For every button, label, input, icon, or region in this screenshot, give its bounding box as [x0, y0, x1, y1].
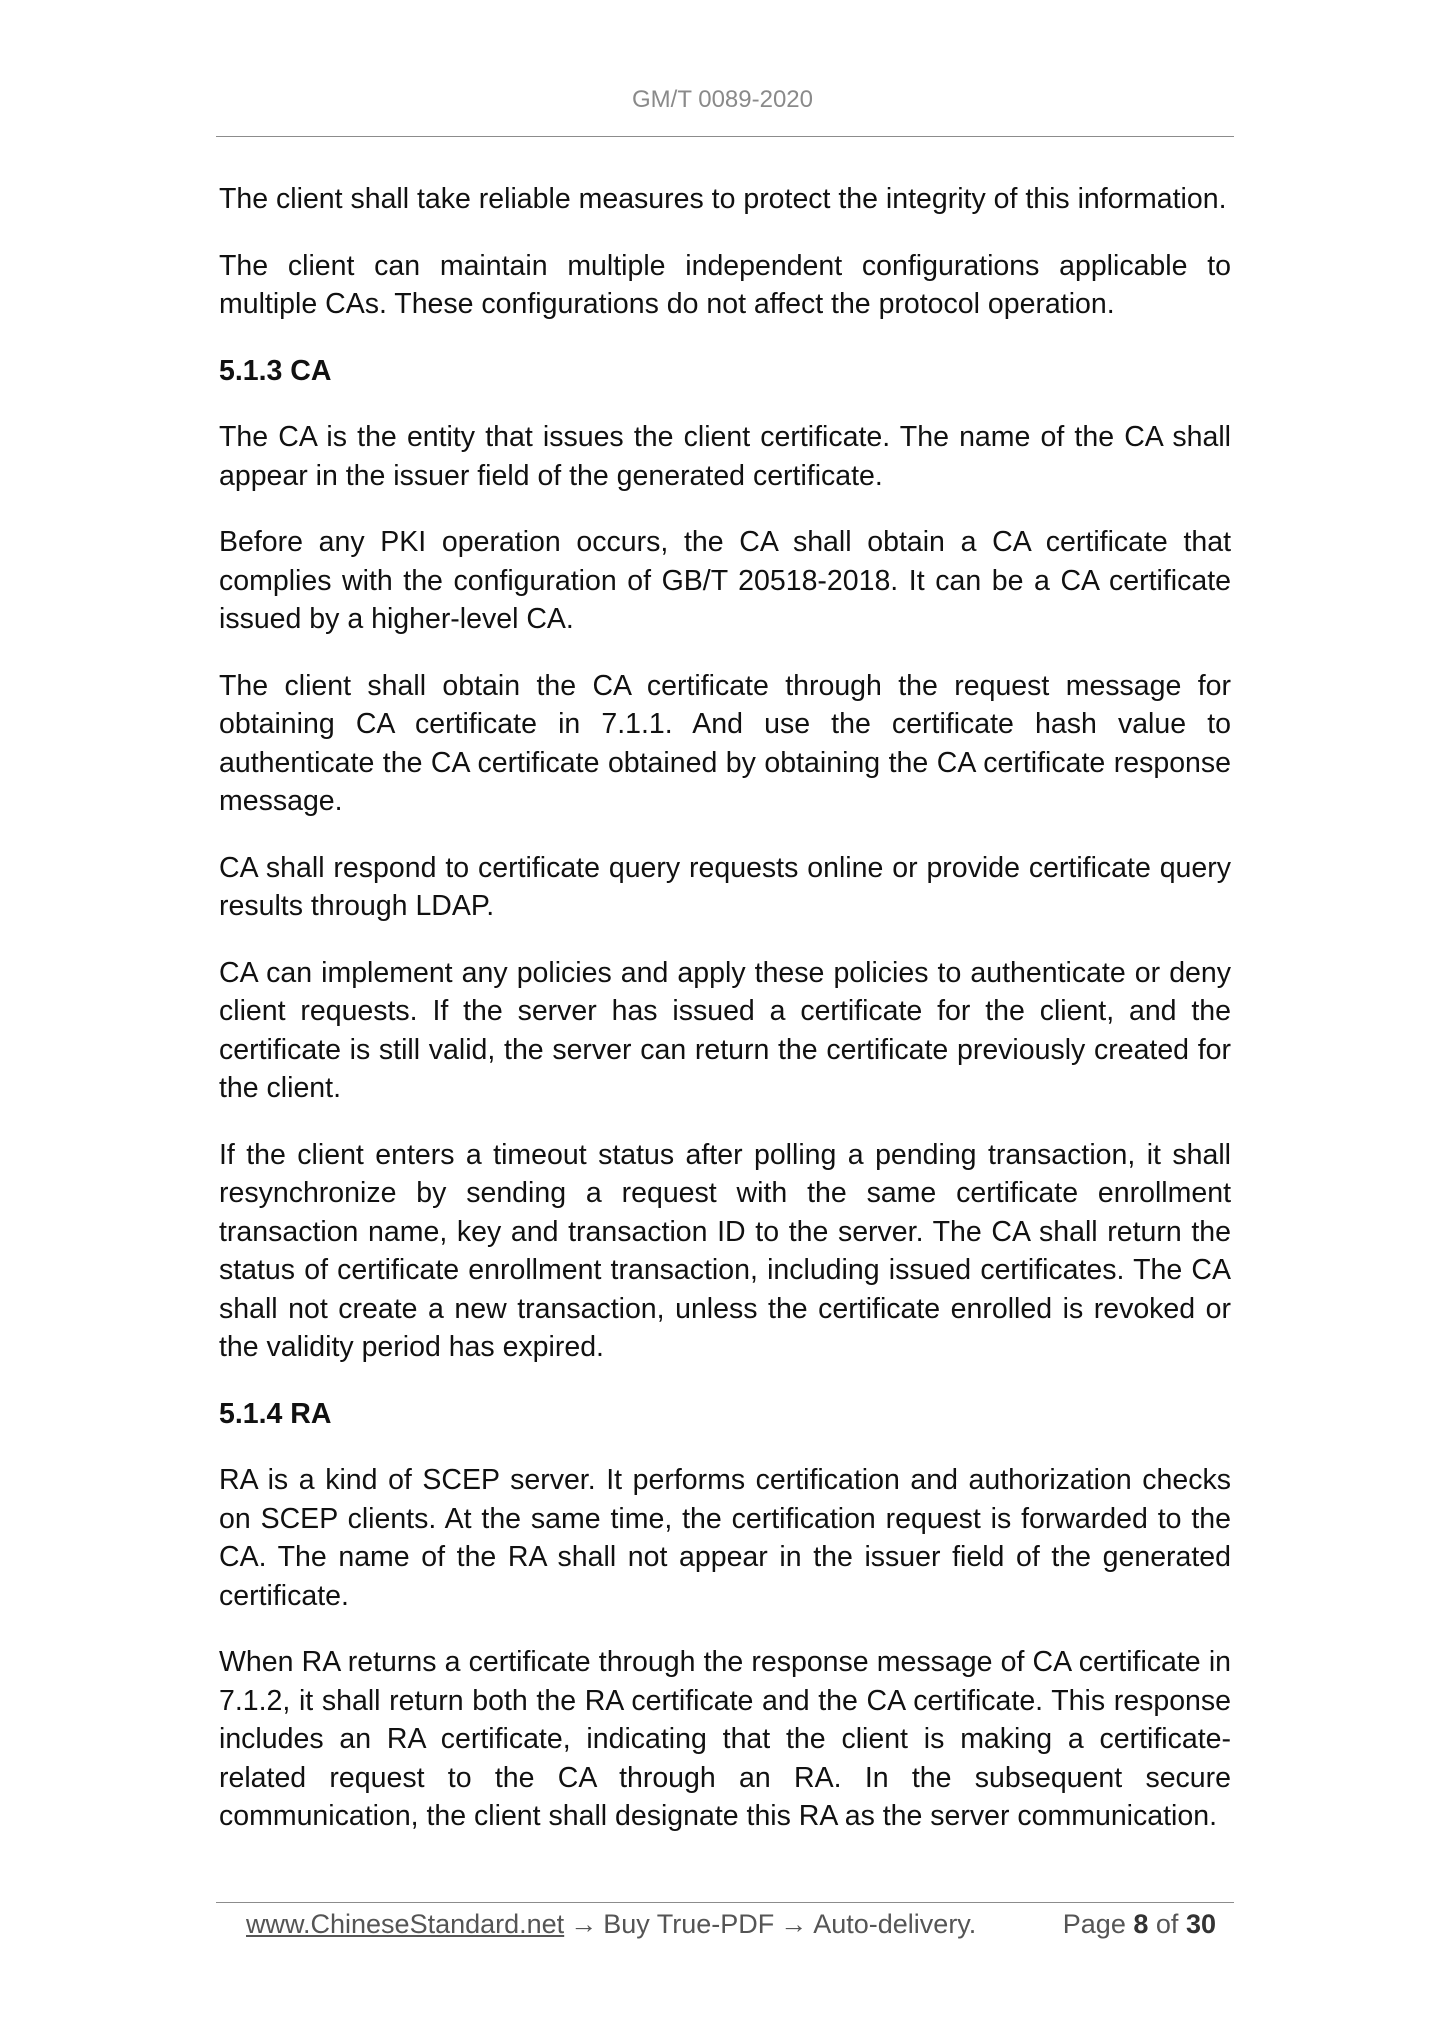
footer-promo	[246, 1906, 976, 1942]
current-page-number: 8	[1133, 1909, 1149, 1939]
arrow-right-icon: →	[570, 1909, 598, 1939]
document-id-header: GM/T 0089-2020	[632, 86, 813, 113]
paragraph: Before any PKI operation occurs, the CA shall obtain a CA certificate that complies with the configuration of GB/T 20518-2018. It can be a CA certificate issued by a higher-level CA.	[219, 526, 1231, 635]
page-label: Page	[1062, 1909, 1126, 1939]
paragraph: If the client enters a timeout status after polling a pending transaction, it shall resynchronize by sending a request with the same certificate enrollment transaction name, key and transaction ID to the server. The CA shall return the status of certificate enrollment transaction, including issued certificates. The CA shall not create a new transaction, unless the certificate enrolled is revoked or the validity period has expired.	[219, 1138, 1231, 1363]
header-divider	[216, 136, 1234, 137]
footer-divider	[216, 1902, 1234, 1903]
paragraph: The client can maintain multiple independent configurations applicable to multiple CAs. These configurations do not affect the protocol operation.	[219, 249, 1231, 320]
paragraph: The CA is the entity that issues the client certificate. The name of the CA shall appear in the issuer field of the generated certificate.	[219, 421, 1231, 492]
auto-delivery-text: Auto-delivery.	[813, 1909, 977, 1939]
section-heading-ra: 5.1.4 RA	[219, 1397, 332, 1430]
website-link[interactable]: www.ChineseStandard.net	[246, 1909, 565, 1939]
page-indicator	[1063, 1906, 1216, 1942]
paragraph: When RA returns a certificate through the response message of CA certificate in 7.1.2, it shall return both the RA certificate and the CA certificate. This response includes an RA certificate, indicating that the client is making a certificate-related request to the CA through an RA. In the subsequent secure communication, the client shall designate this RA as the server communication.	[219, 1646, 1231, 1832]
paragraph: The client shall take reliable measures to protect the integrity of this information.	[219, 183, 1227, 215]
page-body	[219, 180, 1231, 1864]
paragraph: RA is a kind of SCEP server. It performs certification and authorization checks on SCEP clients. At the same time, the certification request is forwarded to the CA. The name of the RA shall not appear in the issuer field of the generated certificate.	[219, 1464, 1231, 1612]
page-footer	[246, 1906, 1216, 1942]
of-label: of	[1155, 1909, 1179, 1939]
buy-pdf-text: Buy True-PDF	[603, 1909, 775, 1939]
paragraph: The client shall obtain the CA certificate through the request message for obtaining CA certificate in 7.1.1. And use the certificate hash value to authenticate the CA certificate obtained by obtaining the CA certificate response message.	[219, 669, 1231, 817]
paragraph: CA shall respond to certificate query requests online or provide certificate query results through LDAP.	[219, 851, 1231, 922]
section-heading-ca: 5.1.3 CA	[219, 354, 332, 387]
paragraph: CA can implement any policies and apply these policies to authenticate or deny client requests. If the server has issued a certificate for the client, and the certificate is still valid, the server can return the certificate previously created for the client.	[219, 956, 1231, 1104]
total-page-number: 30	[1185, 1909, 1216, 1939]
arrow-right-icon: →	[780, 1909, 808, 1939]
